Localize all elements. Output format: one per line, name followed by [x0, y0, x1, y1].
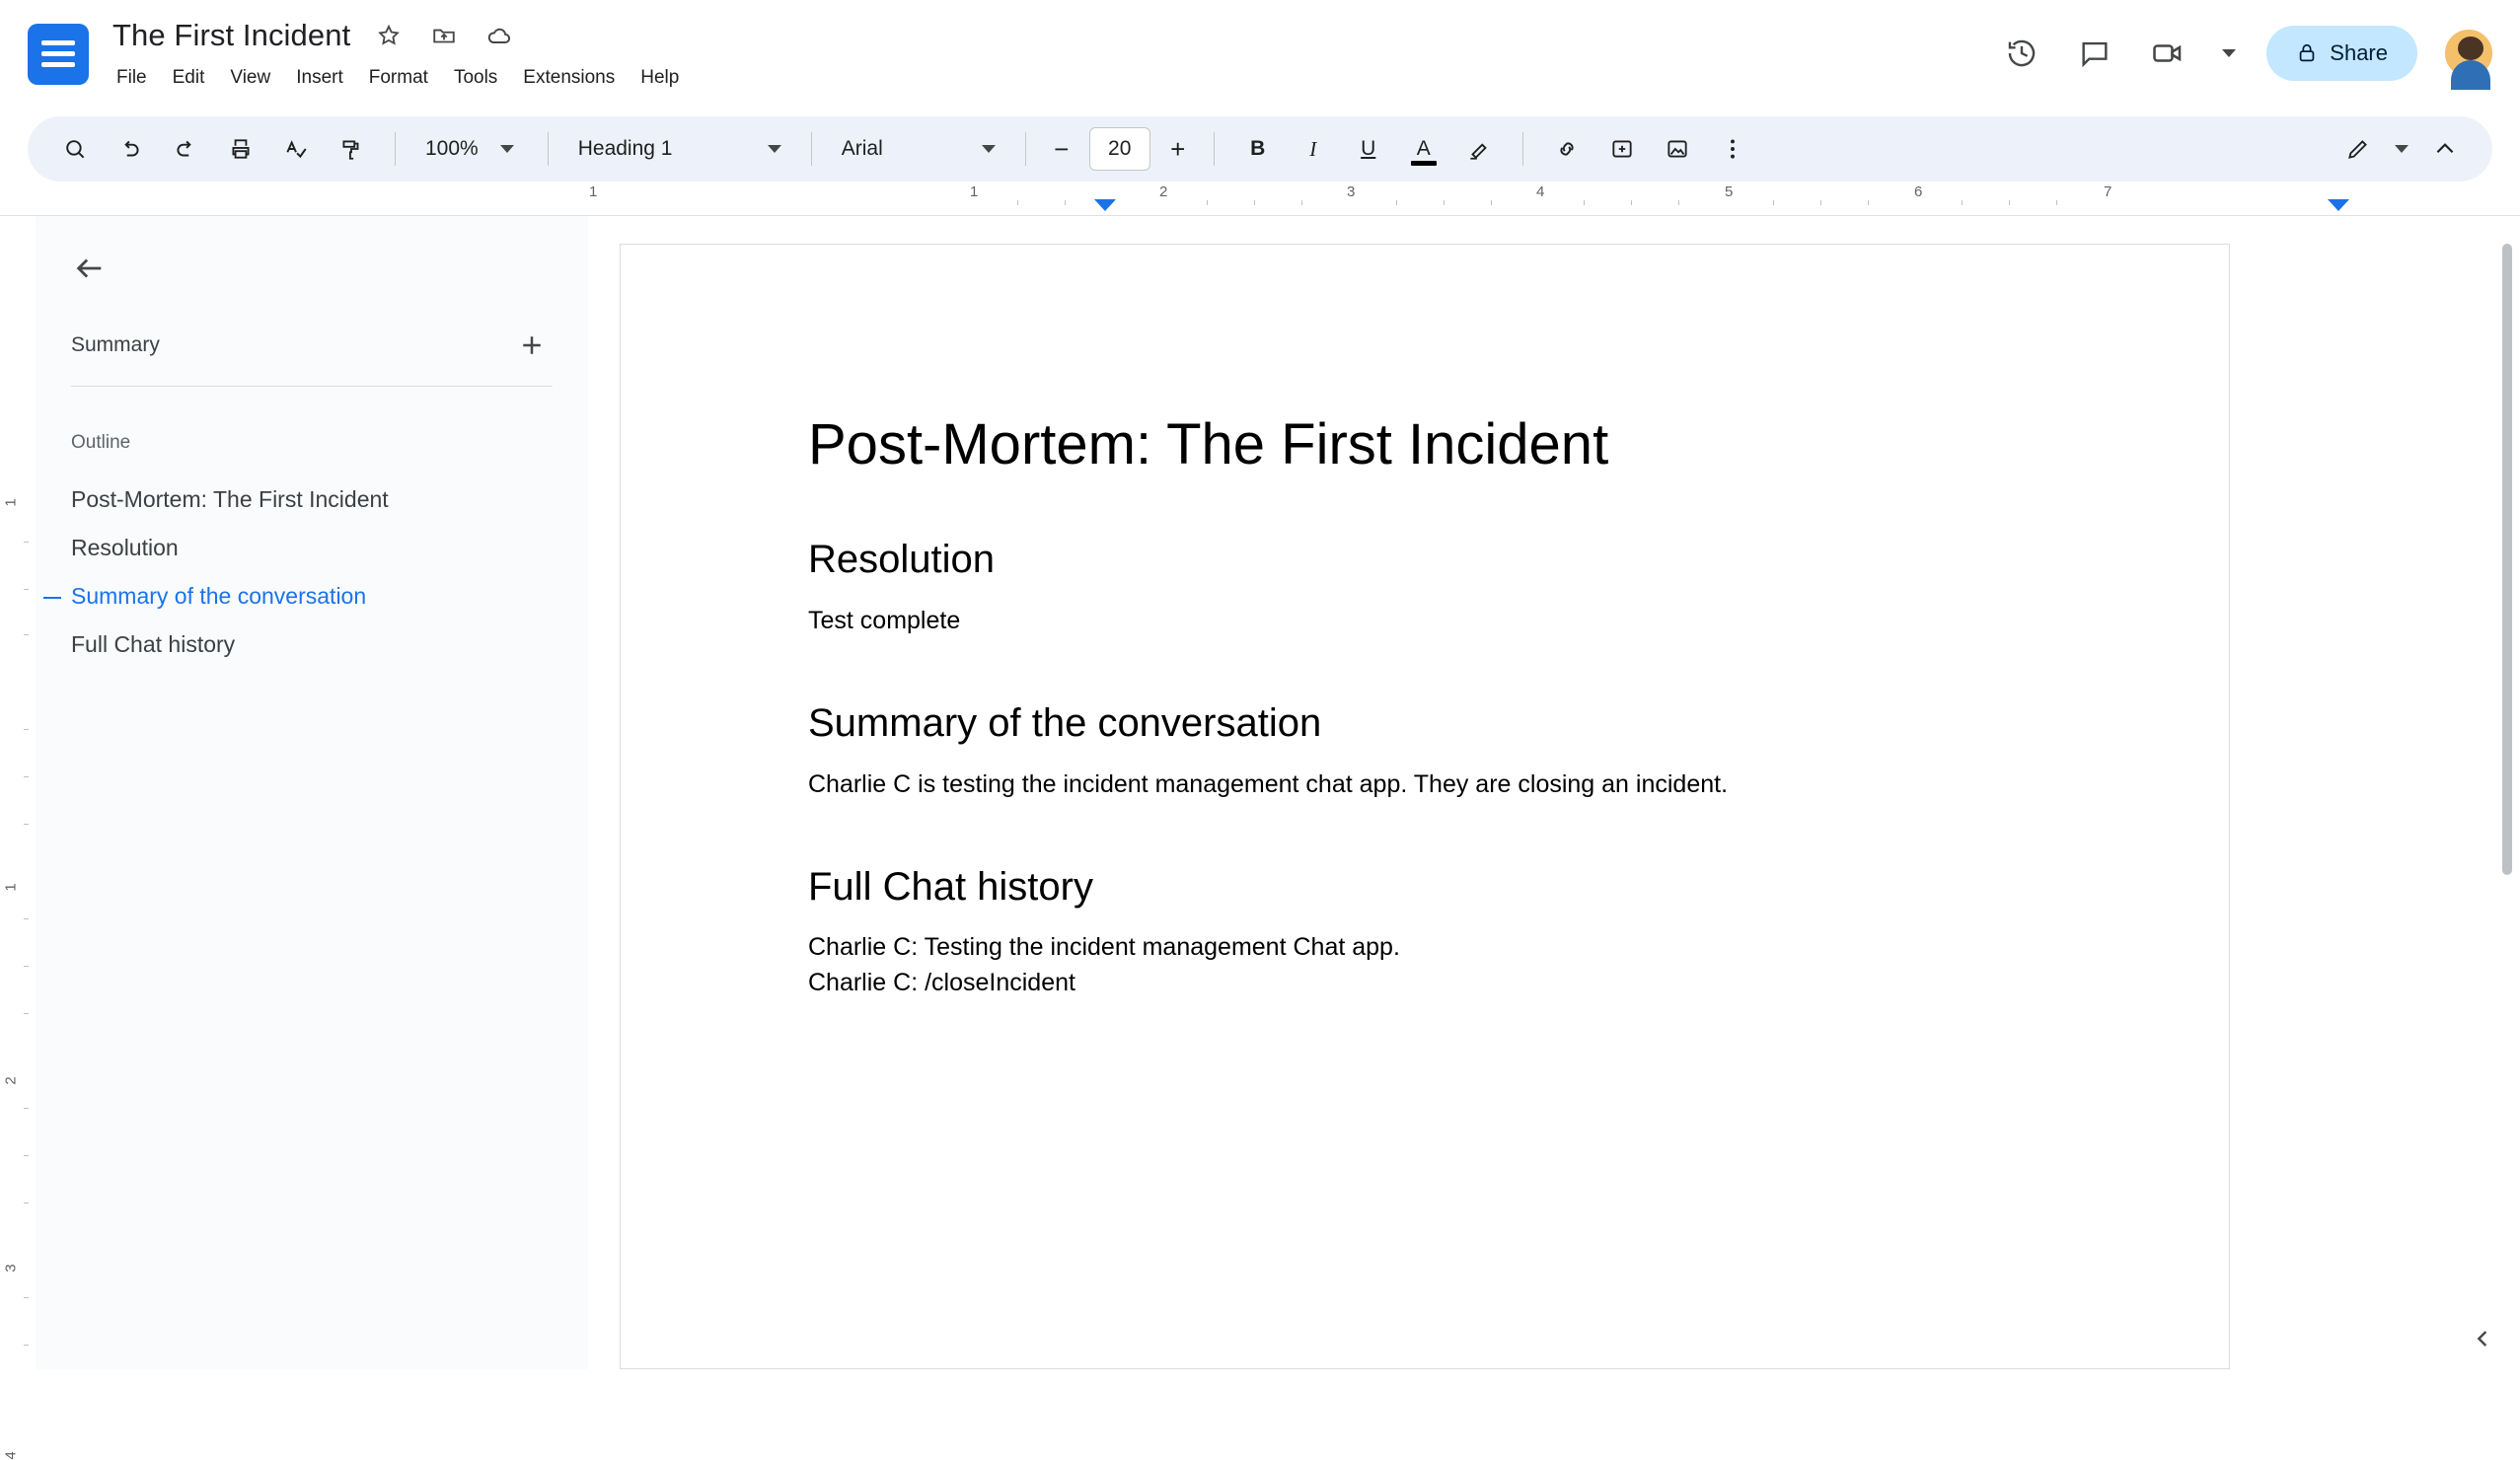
chevron-down-icon[interactable] [490, 132, 524, 166]
redo-icon[interactable] [160, 123, 211, 175]
header-actions [1998, 26, 2494, 81]
vertical-ruler [0, 216, 36, 1460]
italic-button[interactable]: I [1309, 136, 1317, 161]
document-page[interactable] [620, 244, 2230, 1369]
highlight-pen-icon[interactable] [1453, 123, 1505, 175]
zoom-control[interactable] [413, 132, 530, 166]
back-arrow-icon[interactable] [67, 246, 112, 291]
undo-icon[interactable] [105, 123, 156, 175]
vruler-number: 1 [2, 498, 20, 507]
ruler-number: 5 [1725, 183, 1734, 200]
editing-mode-pen-icon[interactable] [2333, 123, 2384, 175]
zoom-value: 100% [425, 137, 479, 160]
menu-bar [107, 63, 689, 93]
paragraph-style-select[interactable] [566, 137, 793, 161]
chat-line-2[interactable]: Charlie C: /closeIncident [808, 968, 1075, 996]
share-button[interactable] [2266, 26, 2417, 81]
font-value: Arial [841, 137, 883, 160]
menu-item-tools[interactable]: Tools [453, 67, 498, 88]
heading-full-chat-history[interactable]: Full Chat history [808, 865, 1093, 910]
menu-item-format[interactable]: Format [368, 67, 428, 88]
insert-image-icon[interactable] [1652, 123, 1703, 175]
divider [548, 132, 549, 166]
meet-video-icon[interactable] [2144, 30, 2191, 77]
horizontal-ruler[interactable] [589, 182, 2214, 215]
menu-item-edit[interactable]: Edit [172, 67, 205, 88]
star-icon[interactable] [372, 19, 406, 52]
toolbar [28, 116, 2492, 182]
divider [1025, 132, 1026, 166]
outline-items [71, 475, 553, 669]
chevron-down-icon[interactable] [982, 145, 996, 153]
ruler-number: 6 [1914, 183, 1923, 200]
spellcheck-icon[interactable] [270, 123, 322, 175]
body-area [0, 215, 2520, 1460]
vruler-number: 4 [2, 1451, 20, 1460]
vertical-scrollbar[interactable] [2498, 216, 2516, 1370]
meet-chevron-down-icon[interactable] [2217, 30, 2241, 77]
text-color-button[interactable] [1398, 123, 1449, 175]
summary-label: Summary [71, 333, 160, 356]
app-header [0, 0, 2520, 116]
scrollbar-thumb[interactable] [2502, 244, 2512, 875]
ruler-number: 1 [970, 183, 979, 200]
vruler-number: 3 [2, 1264, 20, 1273]
search-icon[interactable] [49, 123, 101, 175]
ruler-number: 7 [2104, 183, 2112, 200]
avatar[interactable] [2443, 28, 2494, 79]
title-row [112, 18, 689, 53]
collapse-panel-icon[interactable] [2461, 1316, 2506, 1361]
menu-item-view[interactable]: View [230, 67, 271, 88]
print-icon[interactable] [215, 123, 266, 175]
text-color-label: A [1416, 137, 1431, 160]
plus-icon[interactable] [517, 330, 553, 360]
ruler-number: 3 [1347, 183, 1356, 200]
document-title-heading[interactable]: Post-Mortem: The First Incident [808, 412, 1609, 476]
outline-label: Outline [71, 432, 131, 453]
lock-icon [2296, 42, 2318, 64]
move-to-folder-icon[interactable] [427, 19, 461, 52]
editing-mode-chevron-down-icon[interactable] [2386, 123, 2417, 175]
outline-item-post-mortem[interactable]: Post-Mortem: The First Incident [71, 486, 389, 512]
insert-link-icon[interactable] [1541, 123, 1593, 175]
divider [811, 132, 812, 166]
toolbar-right-group [2333, 123, 2471, 175]
divider [395, 132, 396, 166]
font-size-input[interactable]: 20 [1089, 127, 1150, 171]
divider [1522, 132, 1523, 166]
summary-section-header [71, 330, 553, 387]
document-canvas[interactable] [588, 216, 2520, 1369]
font-size-stepper[interactable] [1044, 127, 1196, 171]
paragraph-style-value: Heading 1 [577, 137, 673, 160]
hide-menus-chevron-up-icon[interactable] [2419, 123, 2471, 175]
paragraph-resolution[interactable]: Test complete [808, 606, 961, 634]
outline-item-resolution[interactable]: Resolution [71, 535, 179, 560]
right-indent-marker[interactable] [2328, 199, 2349, 211]
title-and-menu [112, 18, 689, 93]
outline-item-full-chat-history[interactable]: Full Chat history [71, 631, 236, 657]
underline-button[interactable]: U [1361, 137, 1376, 160]
menu-item-insert[interactable]: Insert [296, 67, 343, 88]
chevron-down-icon[interactable] [768, 145, 781, 153]
heading-resolution[interactable]: Resolution [808, 537, 996, 581]
heading-summary-of-the-conversation[interactable]: Summary of the conversation [808, 700, 1322, 745]
vruler-number: 2 [2, 1076, 20, 1085]
more-options-icon[interactable] [1707, 123, 1758, 175]
ruler-number: 1 [589, 183, 598, 200]
divider [1214, 132, 1215, 166]
menu-item-file[interactable]: File [116, 67, 147, 88]
left-indent-marker[interactable] [1094, 199, 1116, 211]
increase-font-size-button[interactable]: + [1170, 133, 1186, 164]
doc-title[interactable]: The First Incident [112, 18, 351, 52]
font-select[interactable] [830, 137, 1007, 161]
outline-item-summary-of-the-conversation[interactable]: Summary of the conversation [71, 572, 553, 620]
google-docs-icon[interactable] [28, 24, 89, 85]
decrease-font-size-button[interactable]: − [1054, 133, 1070, 164]
ruler-number: 4 [1536, 183, 1545, 200]
bold-button[interactable]: B [1250, 137, 1266, 160]
vruler-number: 1 [2, 883, 20, 892]
add-comment-icon[interactable] [1596, 123, 1648, 175]
paragraph-summary[interactable]: Charlie C is testing the incident management chat app. They are closing an incident. [808, 769, 1729, 798]
ruler-number: 2 [1159, 183, 1168, 200]
menu-item-help[interactable]: Help [640, 67, 680, 88]
text-color-swatch [1411, 161, 1437, 166]
share-label: Share [2330, 40, 2388, 65]
menu-item-extensions[interactable]: Extensions [523, 67, 616, 88]
comment-icon[interactable] [2071, 30, 2118, 77]
cloud-saved-icon[interactable] [482, 19, 516, 52]
chat-line-1[interactable]: Charlie C: Testing the incident management Chat app. [808, 933, 1400, 962]
paint-format-icon[interactable] [326, 123, 377, 175]
version-history-icon[interactable] [1998, 30, 2045, 77]
outline-panel [36, 216, 588, 1369]
